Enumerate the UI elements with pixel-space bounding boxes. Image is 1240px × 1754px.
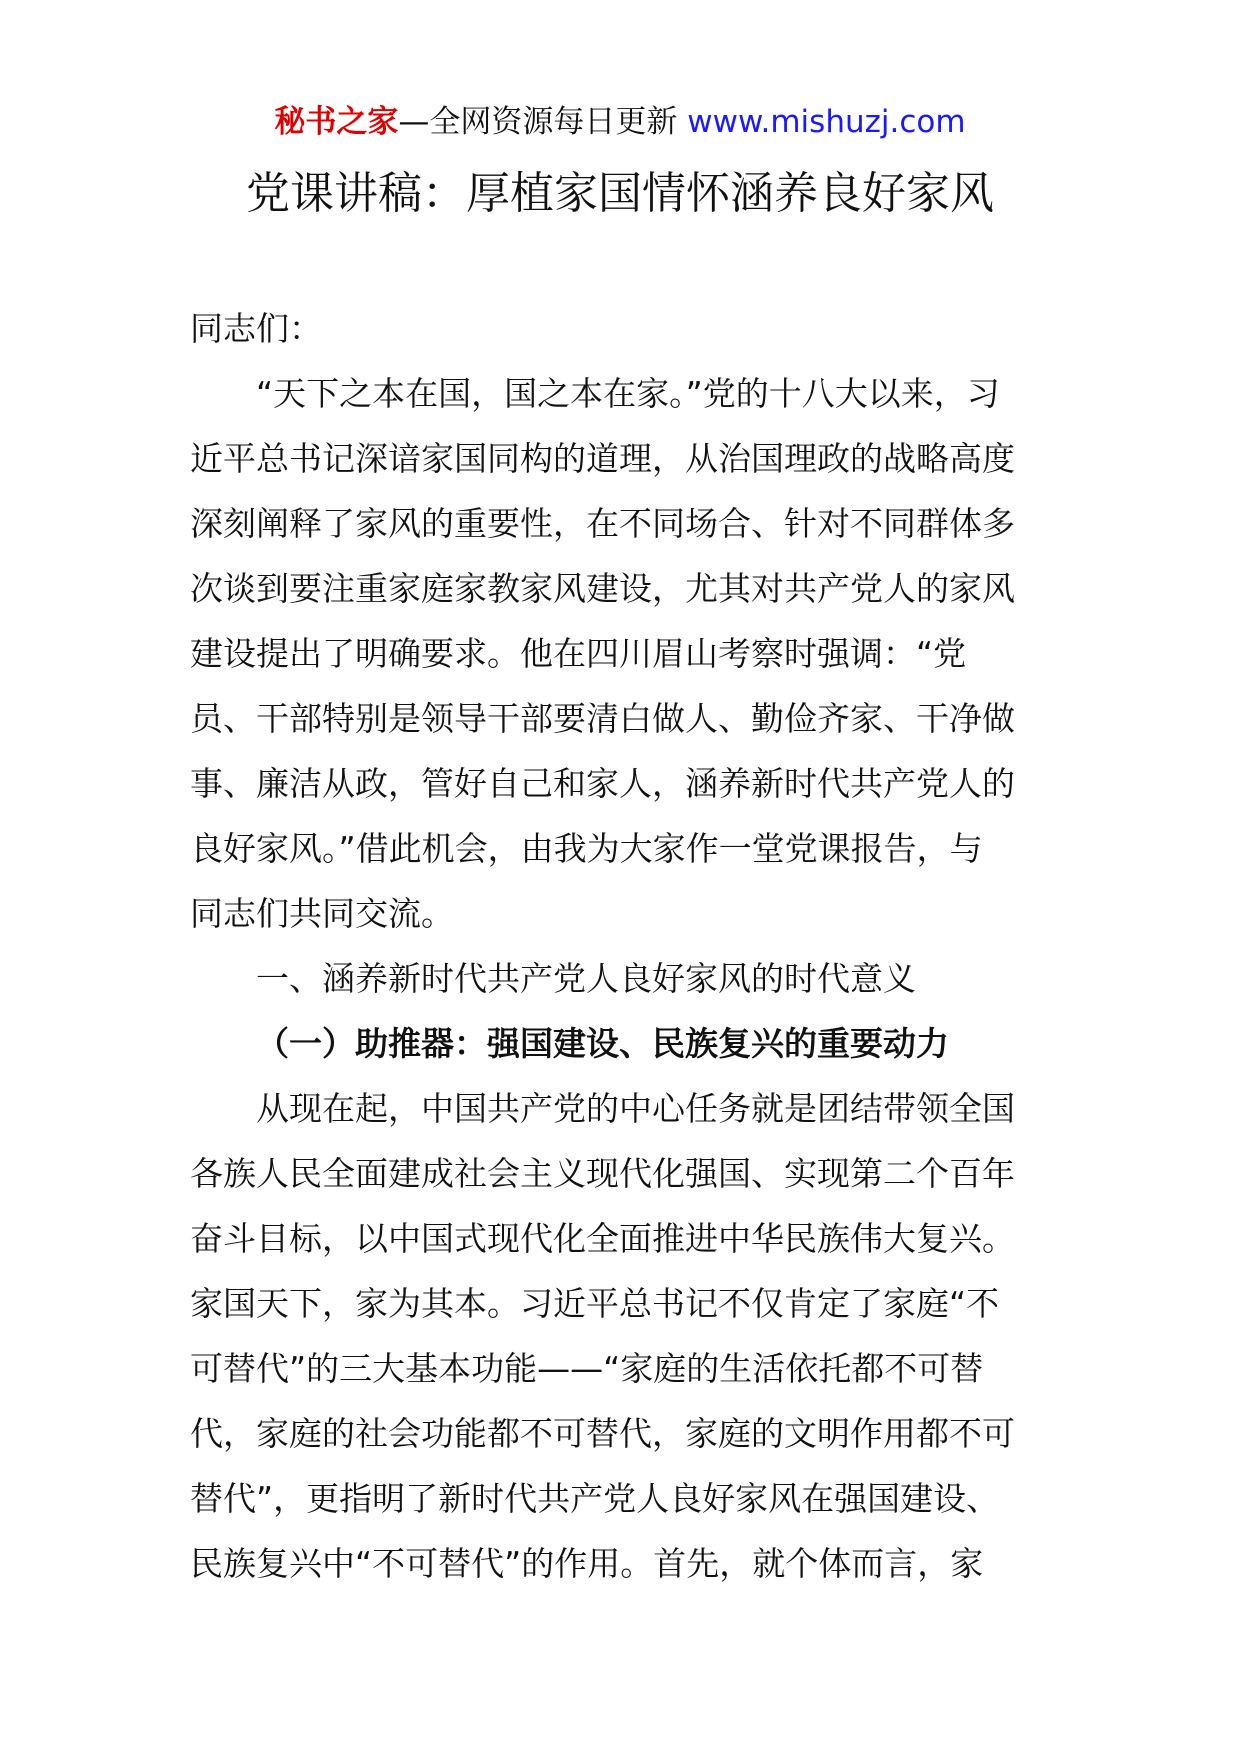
paragraph-line: 近平总书记深谙家国同构的道理，从治国理政的战略高度 [190, 439, 1015, 478]
paragraph-line: “天下之本在国，国之本在家。”党的十八大以来，习 [256, 374, 1000, 413]
paragraph-line: 同志们共同交流。 [190, 894, 454, 933]
brand-name: 秘书之家 [274, 104, 399, 140]
salutation: 同志们： [190, 309, 322, 348]
paragraph-line: 代，家庭的社会功能都不可替代，家庭的文明作用都不可 [190, 1414, 1015, 1453]
header-tagline: —全网资源每日更新 [398, 104, 688, 140]
document-body [190, 296, 1060, 1596]
paragraph-line: 家国天下，家为其本。习近平总书记不仅肯定了家庭“不 [190, 1284, 1000, 1323]
paragraph-line: 替代”，更指明了新时代共产党人良好家风在强国建设、 [190, 1479, 1000, 1518]
paragraph-line: 事、廉洁从政，管好自己和家人，涵养新时代共产党人的 [190, 764, 1015, 803]
paragraph-line: 可替代”的三大基本功能——“家庭的生活依托都不可替 [190, 1349, 984, 1388]
document-title: 党课讲稿：厚植家国情怀涵养良好家风 [246, 168, 994, 219]
site-url-link[interactable]: www.mishuzj.com [687, 104, 966, 140]
paragraph-line: 深刻阐释了家风的重要性，在不同场合、针对不同群体多 [190, 504, 1015, 543]
paragraph-line: 良好家风。”借此机会，由我为大家作一堂党课报告，与 [190, 829, 983, 868]
paragraph-line: 各族人民全面建成社会主义现代化强国、实现第二个百年 [190, 1154, 1015, 1193]
site-header [0, 100, 1240, 144]
paragraph-line: 从现在起，中国共产党的中心任务就是团结带领全国 [256, 1089, 1015, 1128]
paragraph-line: 建设提出了明确要求。他在四川眉山考察时强调：“党 [190, 634, 967, 673]
paragraph-line: 奋斗目标，以中国式现代化全面推进中华民族伟大复兴。 [190, 1219, 1015, 1258]
section-heading: 一、涵养新时代共产党人良好家风的时代意义 [256, 959, 916, 998]
paragraph-line: 次谈到要注重家庭家教家风建设，尤其对共产党人的家风 [190, 569, 1015, 608]
subsection-heading: （一）助推器：强国建设、民族复兴的重要动力 [256, 1024, 949, 1063]
paragraph-line: 民族复兴中“不可替代”的作用。首先，就个体而言，家 [190, 1544, 984, 1583]
paragraph-line: 员、干部特别是领导干部要清白做人、勤俭齐家、干净做 [190, 699, 1015, 738]
